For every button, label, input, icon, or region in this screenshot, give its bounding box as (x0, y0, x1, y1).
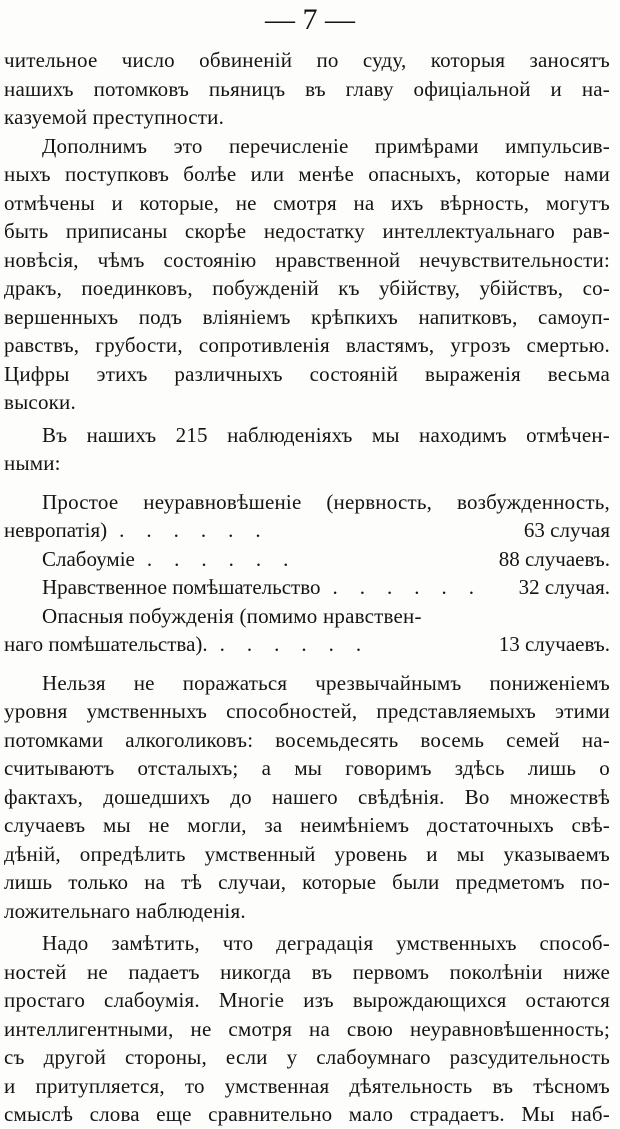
list-item-line: Опасныя побужденія (помимо нравствен- (42, 603, 422, 628)
list-item (4, 630, 610, 659)
text-line: ныхъ поступковъ болѣе или менѣе опасныхъ, которые нами (4, 162, 610, 186)
text-line: казуемой преступности. (4, 105, 225, 129)
paragraph-1 (4, 46, 610, 132)
list-item-value: 63 случая (523, 518, 610, 542)
text-line: Цифры этихъ различныхъ состояній выраженія весьма (4, 361, 610, 386)
text-line: ложительнаго наблюденія. (4, 898, 246, 923)
leader-dots: ...... (332, 575, 496, 599)
paragraph-4 (4, 669, 610, 926)
text-line: вершенныхъ подъ вліяніемъ крѣпкихъ напитковъ, самоуп- (4, 304, 610, 329)
text-line: смыслѣ слова еще сравнительно мало страдаетъ. Мы наб- (4, 1102, 610, 1126)
text-line: чительное число обвиненій по суду, которыя заносятъ (4, 48, 610, 72)
text-line: новѣсія, чѣмъ состоянію нравственной нечувствительности: (4, 247, 610, 272)
page-body (4, 46, 610, 1129)
text-line: съ другой стороны, если у слабоумнаго разсудительность (4, 1045, 610, 1069)
text-line: высоки. (4, 390, 76, 414)
list-item-value: 32 случая. (518, 575, 610, 599)
text-line: дракъ, поединковъ, побужденій къ убійству, убійствъ, со- (4, 276, 610, 300)
list-item-label: невропатія) (4, 518, 108, 542)
text-line: равствъ, грубости, сопротивленія властямъ, угрозъ смертью. (4, 333, 610, 357)
text-line: лишь только на тѣ случаи, которые были предметомъ по- (4, 870, 610, 894)
list-item (4, 516, 610, 545)
page-number: — 7 — (265, 3, 355, 36)
leader-dots: ...... (119, 518, 283, 542)
text-line: фактахъ, дошедшихъ до нашего свѣдѣнія. Во множествѣ (4, 784, 610, 809)
text-line: Нельзя не поражаться чрезвычайнымъ пониженіемъ (42, 670, 610, 695)
paragraph-2 (4, 132, 610, 417)
text-line: ностей не падаетъ никогда въ первомъ поколѣніи ниже (4, 959, 610, 984)
text-line: случаевъ мы не могли, за неимѣніемъ достаточныхъ свѣ- (4, 813, 610, 837)
list-item-value: 13 случаевъ. (498, 632, 610, 656)
text-line: потомками алкоголиковъ: восемьдесять восемь семей на- (4, 727, 610, 752)
text-line: считываютъ отсталыхъ; а мы говоримъ здѣсь лишь о (4, 756, 610, 780)
list-item-label: наго помѣшательства). (4, 632, 208, 656)
list-item-line: Простое неуравновѣшеніе (нервность, возбужденность, (42, 489, 610, 514)
leader-dots: ...... (146, 546, 311, 571)
text-line: нашихъ потомковъ пьяницъ въ главу офиціальной и на- (4, 76, 610, 101)
text-line: Въ нашихъ 215 наблюденіяхъ мы находимъ отмѣчен- (42, 422, 610, 447)
list-item-label: Нравственное помѣшательство (42, 575, 321, 599)
text-line: дѣній, опредѣлить умственный уровень и мы указываемъ (4, 841, 610, 866)
text-line: простаго слабоумія. Многіе изъ вырождающихся остаются (4, 988, 610, 1012)
text-line: Надо замѣтить, что деградація умственныхъ способ- (42, 931, 610, 955)
leader-dots: ...... (219, 632, 384, 656)
text-line: Дополнимъ это перечисленіе примѣрами импульсив- (42, 133, 610, 158)
text-line: и притупляется, то умственная дѣятельность въ тѣсномъ (4, 1073, 610, 1098)
text-line: быть приписаны скорѣе недостатку интеллектуальнаго рав- (4, 219, 610, 243)
paragraph-5 (4, 929, 610, 1129)
text-line: отмѣчены и которые, не смотря на ихъ вѣрность, могутъ (4, 190, 610, 215)
list-item (4, 545, 610, 574)
list-item (4, 573, 610, 602)
paragraph-3 (4, 421, 610, 478)
text-line: уровня умственныхъ способностей, представляемыхъ этими (4, 699, 610, 723)
text-line: ными: (4, 451, 61, 475)
list-item-label: Слабоуміе (42, 546, 135, 571)
findings-list (4, 488, 610, 659)
list-item-value: 88 случаевъ. (498, 546, 610, 571)
text-line: интеллигентными, не смотря на свою неуравновѣшенность; (4, 1016, 610, 1041)
